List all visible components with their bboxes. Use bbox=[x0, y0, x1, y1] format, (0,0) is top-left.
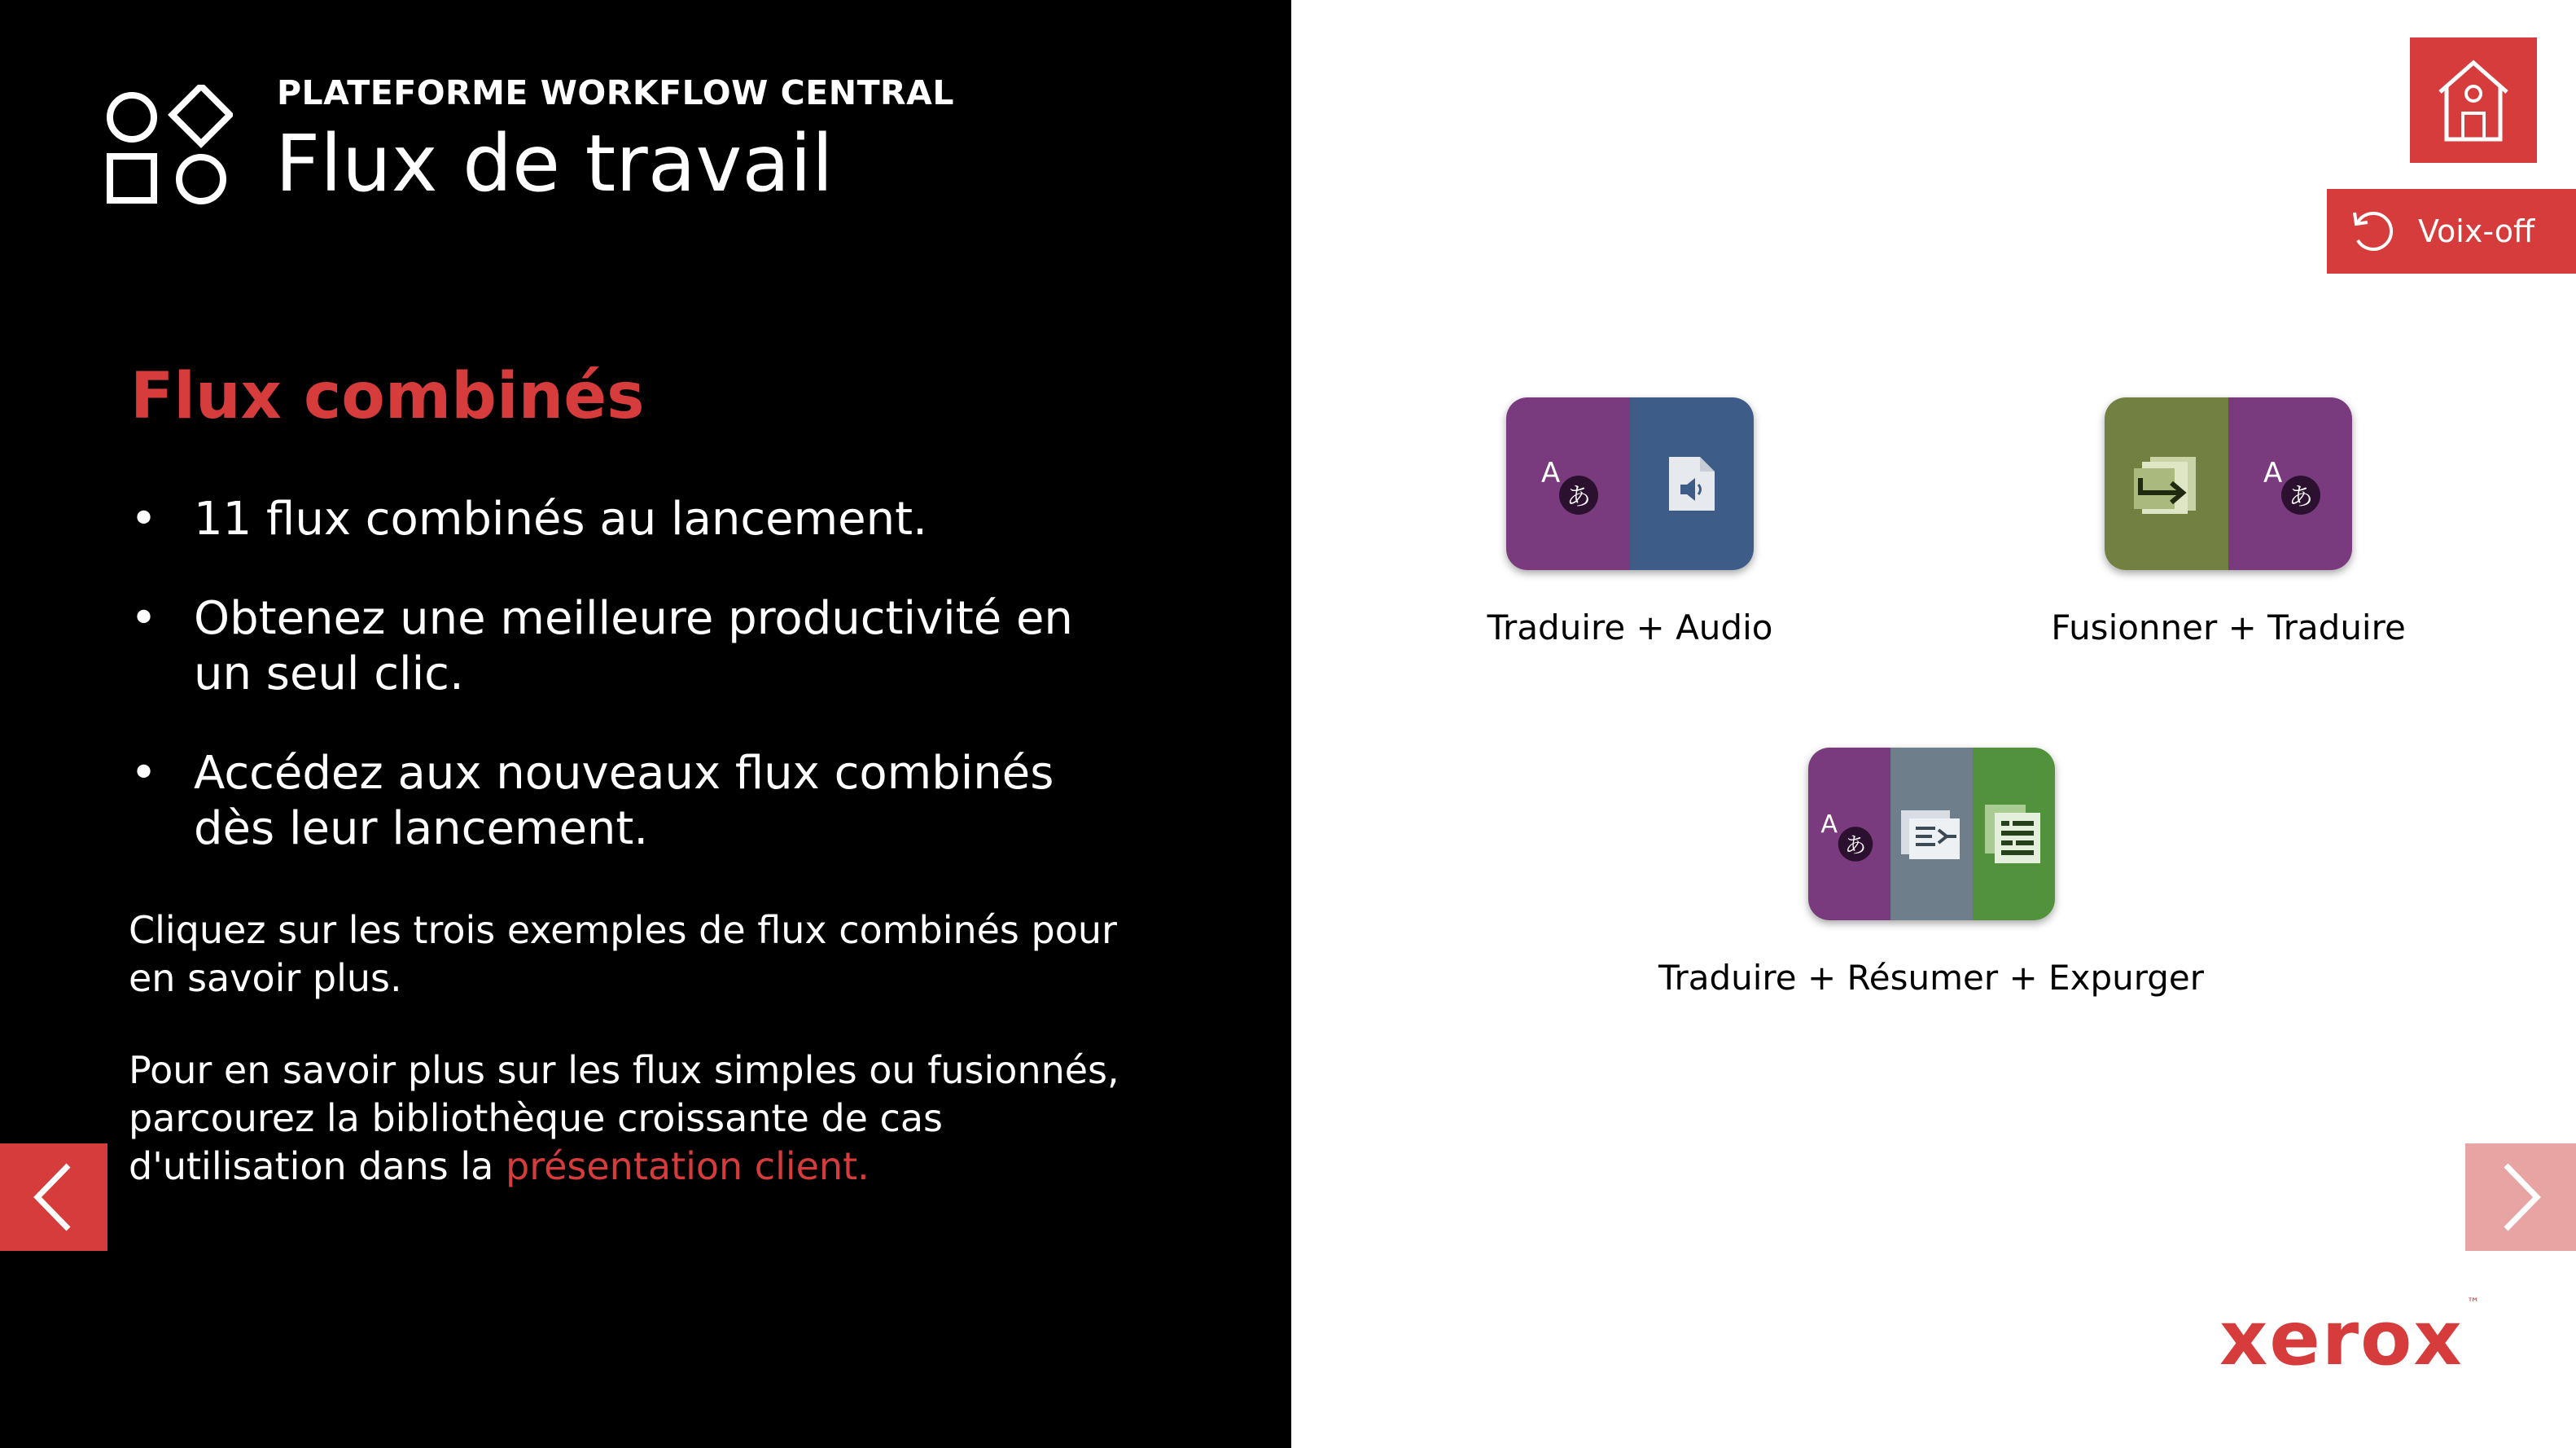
feature-item: • Accédez aux nouveaux flux combinés dès leur lancement. bbox=[130, 746, 1132, 857]
chevron-left-icon bbox=[29, 1161, 78, 1234]
summarize-icon bbox=[1890, 748, 1973, 920]
translate-icon bbox=[1506, 397, 1630, 570]
client-presentation-link[interactable]: présentation client. bbox=[506, 1144, 870, 1188]
merge-icon bbox=[2105, 397, 2228, 570]
app-eyebrow: PLATEFORME WORKFLOW CENTRAL bbox=[277, 73, 954, 112]
voice-over-button[interactable] bbox=[2327, 189, 2576, 274]
voice-over-label: Voix-off bbox=[2418, 213, 2535, 249]
tile-icon bbox=[1808, 748, 2055, 920]
redact-icon bbox=[1973, 748, 2055, 920]
tile-icon bbox=[2105, 397, 2352, 570]
trademark-symbol: ™ bbox=[2466, 1295, 2482, 1310]
tile-merge-translate[interactable] bbox=[2051, 397, 2406, 647]
tile-label: Traduire + Résumer + Expurger bbox=[1658, 958, 2205, 998]
feature-item: • Obtenez une meilleure productivité en un seul clic. bbox=[130, 591, 1132, 702]
svg-text:A: A bbox=[2263, 457, 2283, 489]
home-icon bbox=[2437, 58, 2510, 143]
instruction-text: Cliquez sur les trois exemples de flux combinés pour en savoir plus. bbox=[129, 908, 1117, 1000]
xerox-logo bbox=[2219, 1295, 2482, 1382]
brand-wordmark: xerox bbox=[2219, 1295, 2464, 1382]
feature-list bbox=[130, 492, 1132, 901]
page-title: Flux de travail bbox=[275, 118, 834, 209]
replay-icon bbox=[2348, 206, 2399, 257]
svg-text:あ: あ bbox=[1844, 833, 1867, 859]
tile-icon bbox=[1506, 397, 1754, 570]
tile-label: Traduire + Audio bbox=[1487, 608, 1773, 647]
translate-icon bbox=[1808, 748, 1890, 920]
home-button[interactable] bbox=[2410, 37, 2537, 163]
tile-translate-summarize-redact[interactable] bbox=[1658, 748, 2205, 998]
info-text bbox=[129, 1047, 1154, 1191]
tile-label: Fusionner + Traduire bbox=[2051, 608, 2406, 647]
feature-item: • 11 flux combinés au lancement. bbox=[130, 492, 1132, 547]
workflow-shapes-icon bbox=[106, 85, 233, 207]
svg-text:あ: あ bbox=[2289, 483, 2313, 511]
audio-document-icon bbox=[1630, 397, 1754, 570]
svg-text:A: A bbox=[1820, 810, 1838, 840]
svg-text:A: A bbox=[1541, 457, 1561, 489]
section-title: Flux combinés bbox=[130, 360, 645, 433]
chevron-right-icon bbox=[2496, 1161, 2545, 1234]
info-text-body: Pour en savoir plus sur les flux simples ou fusionnés, parcourez la bibliothèque croissante de cas d'utilisation dans la bbox=[129, 1048, 1119, 1188]
svg-text:あ: あ bbox=[1566, 483, 1591, 511]
next-button[interactable] bbox=[2465, 1143, 2576, 1251]
translate-icon bbox=[2228, 397, 2352, 570]
tile-translate-audio[interactable] bbox=[1487, 397, 1773, 647]
previous-button[interactable] bbox=[0, 1143, 107, 1251]
